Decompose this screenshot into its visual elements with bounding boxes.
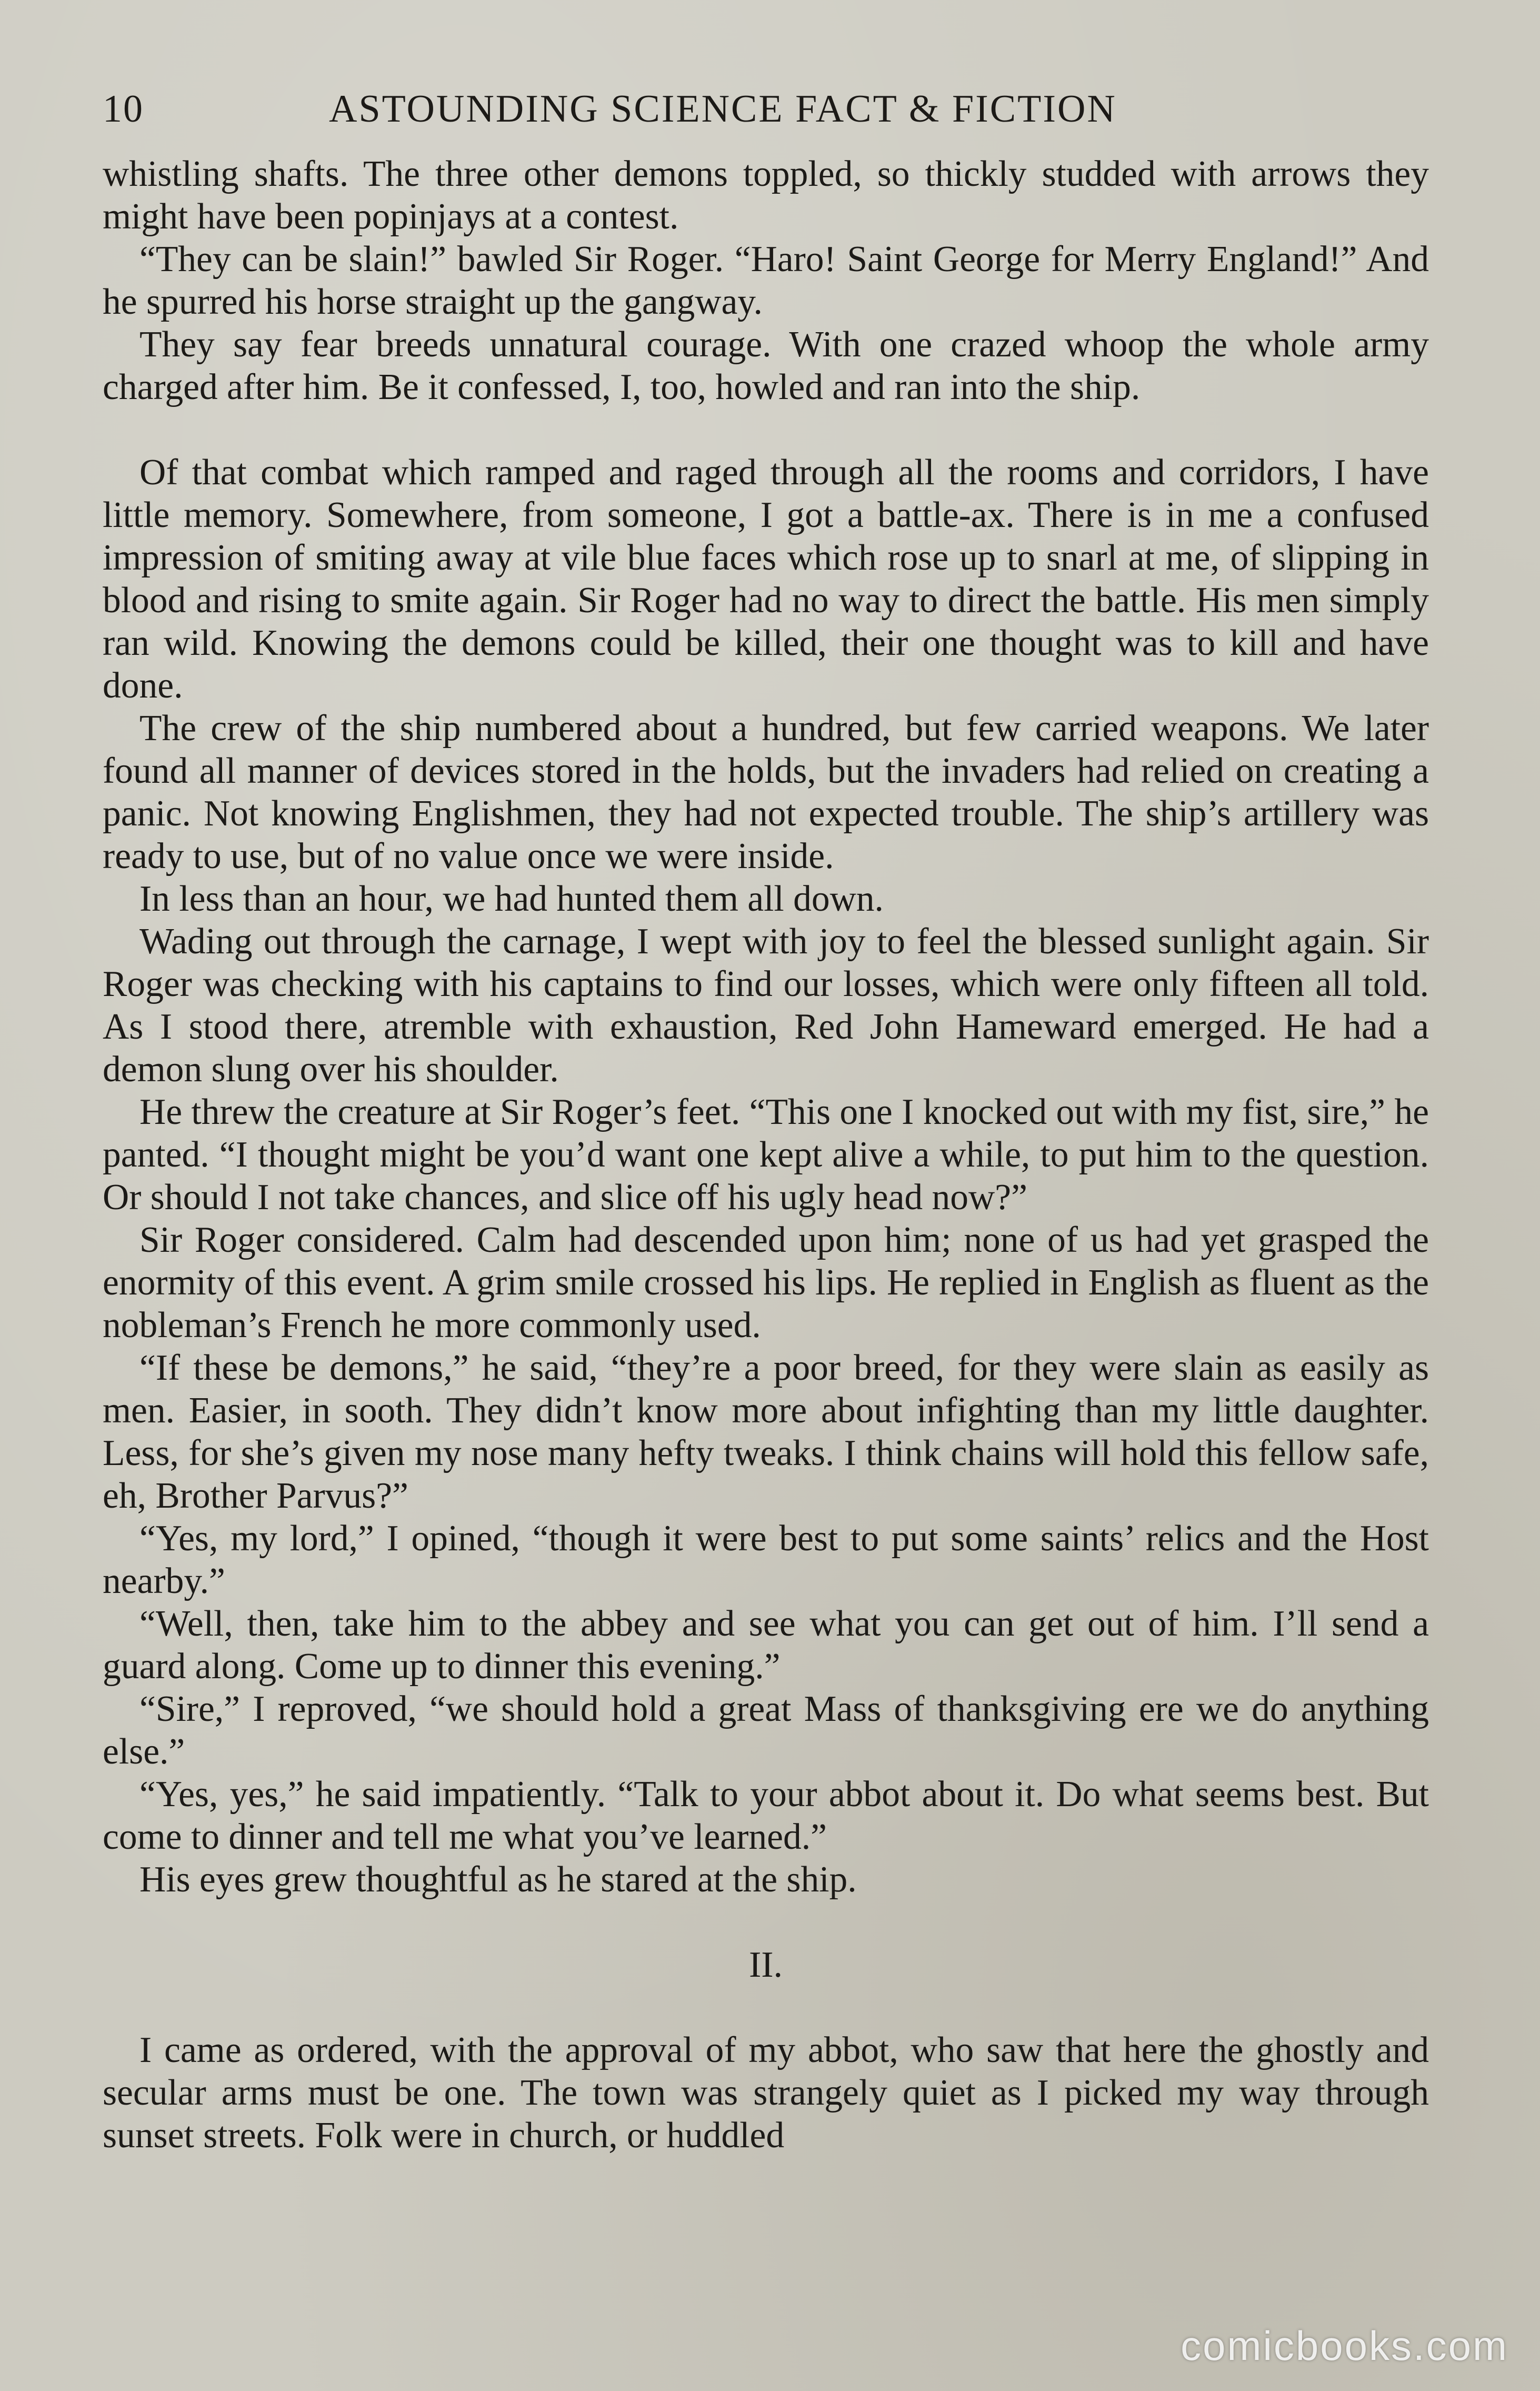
paragraph: Sir Roger considered. Calm had descended upon him; none of us had yet grasped the enormity of this event. A grim smile crossed his lips. He replied in English as fluent as the nobleman’s French he more commonly used. <box>103 1220 1429 1346</box>
watermark: comicbooks.com <box>1181 2323 1508 2369</box>
paragraph: “Yes, my lord,” I opined, “though it were best to put some saints’ relics and the Host nearby.” <box>103 1518 1429 1601</box>
paragraph: They say fear breeds unnatural courage. With one crazed whoop the whole army charged after him. Be it confessed, I, too, howled and ran into the ship. <box>103 324 1429 407</box>
paragraph: whistling shafts. The three other demons toppled, so thickly studded with arrows they might have been popinjays at a contest. <box>103 154 1429 237</box>
paragraph: “They can be slain!” bawled Sir Roger. “Haro! Saint George for Merry England!” And he spurred his horse straight up the gangway. <box>103 239 1429 322</box>
paragraph: I came as ordered, with the approval of my abbot, who saw that here the ghostly and secular arms must be one. The town was strangely quiet as I picked my way through sunset streets. Folk were in church, or huddled <box>103 2030 1429 2156</box>
page-header <box>103 87 1429 134</box>
paragraph: The crew of the ship numbered about a hundred, but few carried weapons. We later found all manner of devices stored in the holds, but the invaders had relied on creating a panic. Not knowing Englishmen, they had not expected trouble. The ship’s artillery was ready to use, but of no value once we were inside. <box>103 708 1429 876</box>
paragraph: He threw the creature at Sir Roger’s feet. “This one I knocked out with my fist, sire,” he panted. “I thought might be you’d want one kept alive a while, to put him to the question. Or should I not take chances, and slice off his ugly head now?” <box>103 1092 1429 1218</box>
running-head: ASTOUNDING SCIENCE FACT & FICTION <box>329 87 1117 131</box>
body-text <box>103 153 1429 2157</box>
paragraph: “If these be demons,” he said, “they’re a poor breed, for they were slain as easily as men. Easier, in sooth. They didn’t know more about infighting than my little daughter. Less, for she’s given my nose many hefty tweaks. I think chains will hold this fellow safe, eh, Brother Parvus?” <box>103 1348 1429 1516</box>
paragraph: Wading out through the carnage, I wept with joy to feel the blessed sunlight again. Sir Roger was checking with his captains to find our losses, which were only fifteen all told. As I stood there, atremble with exhaustion, Red John Hameward emerged. He had a demon slung over his shoulder. <box>103 921 1429 1090</box>
paragraph: Of that combat which ramped and raged through all the rooms and corridors, I have little memory. Somewhere, from someone, I got a battle-ax. There is in me a confused impression of smiting away at vile blue faces which rose up to snarl at me, of slipping in blood and rising to smite again. Sir Roger had no way to direct the battle. His men simply ran wild. Knowing the demons could be killed, their one thought was to kill and have done. <box>103 452 1429 706</box>
paragraph: “Sire,” I reproved, “we should hold a great Mass of thanksgiving ere we do anything else.” <box>103 1689 1429 1772</box>
paragraph: “Well, then, take him to the abbey and see what you can get out of him. I’ll send a guard along. Come up to dinner this evening.” <box>103 1603 1429 1687</box>
section-heading: II. <box>748 1945 783 1985</box>
paragraph: His eyes grew thoughtful as he stared at the ship. <box>139 1859 857 1900</box>
paragraph: “Yes, yes,” he said impatiently. “Talk to your abbot about it. Do what seems best. But come to dinner and tell me what you’ve learned.” <box>103 1774 1429 1857</box>
page-number: 10 <box>103 87 144 131</box>
paragraph: In less than an hour, we had hunted them all down. <box>139 879 884 919</box>
